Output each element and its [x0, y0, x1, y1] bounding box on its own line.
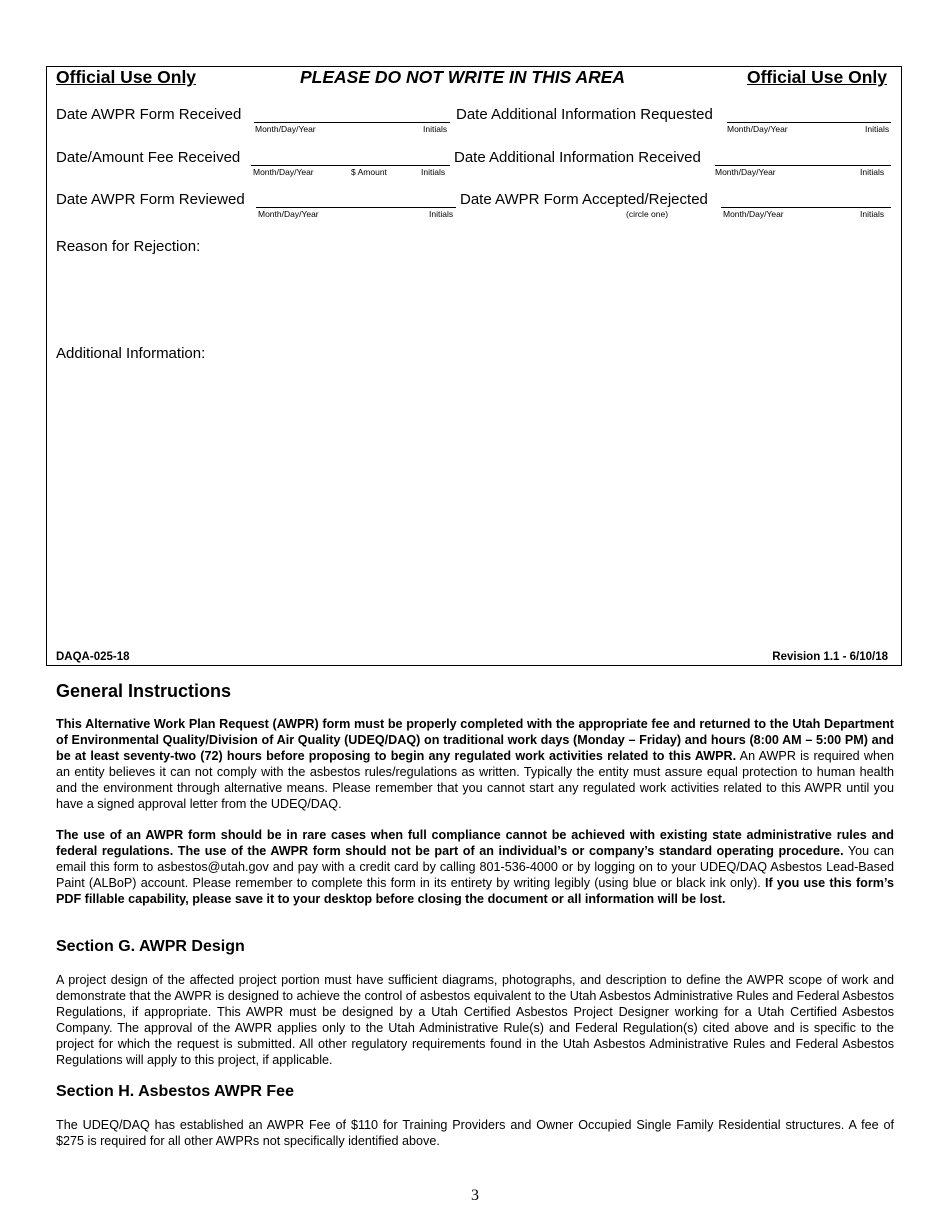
- form-reviewed-label: Date AWPR Form Reviewed: [56, 191, 245, 208]
- fee-received-label: Date/Amount Fee Received: [56, 149, 241, 166]
- fee-received-date-hint: Month/Day/Year: [253, 167, 314, 177]
- official-use-left-heading: Official Use Only: [56, 67, 197, 87]
- date-info-received-date-hint: Month/Day/Year: [715, 167, 776, 177]
- instructions-p1-rest: An AWPR is required when an entity believes it can not comply with the asbestos rules/regulations as written. Typically the entity must assure equal protection to human health and the environment through alternative means. Please remember that you cannot start any regulated work activities related to this AWPR until you have a signed approval letter from the UDEQ/DAQ.: [56, 749, 894, 811]
- instructions-p2-bold-end: If you use this form’s PDF fillable capability, please save it to your desktop before closing the document or all information will be lost.: [56, 876, 894, 906]
- instructions-paragraph-1: [56, 716, 894, 812]
- do-not-write-heading: PLEASE DO NOT WRITE IN THIS AREA: [300, 67, 626, 87]
- accepted-rejected-field[interactable]: [721, 207, 891, 208]
- section-h-text: The UDEQ/DAQ has established an AWPR Fee of $110 for Training Providers and Owner Occupied Single Family Residential structures. A fee of $275 is required for all other AWPRs not specifically identified above.: [56, 1118, 894, 1148]
- section-g-title: Section G. AWPR Design: [56, 938, 245, 955]
- date-info-requested-field[interactable]: [727, 122, 891, 123]
- date-form-received-field[interactable]: [254, 122, 450, 123]
- date-info-received-field[interactable]: [715, 165, 891, 166]
- date-form-received-date-hint: Month/Day/Year: [255, 124, 316, 134]
- date-form-received-label: Date AWPR Form Received: [56, 106, 242, 123]
- date-info-requested-label: Date Additional Information Requested: [456, 106, 713, 123]
- fee-received-amount-hint: $ Amount: [351, 167, 387, 177]
- section-g-heading-wrap: [56, 938, 894, 956]
- date-info-received-initials-hint: Initials: [860, 167, 885, 177]
- date-info-requested-initials-hint: Initials: [865, 124, 890, 134]
- form-reviewed-date-hint: Month/Day/Year: [258, 209, 319, 219]
- fee-received-initials-hint: Initials: [421, 167, 446, 177]
- accepted-rejected-circle-hint: (circle one): [626, 209, 669, 219]
- section-h-heading-wrap: [56, 1083, 894, 1101]
- date-info-received-label: Date Additional Information Received: [454, 149, 701, 166]
- date-form-received-initials-hint: Initials: [423, 124, 448, 134]
- reason-for-rejection-label: Reason for Rejection:: [56, 238, 201, 255]
- accepted-rejected-label: Date AWPR Form Accepted/Rejected: [460, 191, 708, 208]
- section-h-title: Section H. Asbestos AWPR Fee: [56, 1083, 294, 1100]
- section-g-body: [56, 972, 894, 1068]
- instructions-paragraph-2: [56, 827, 894, 907]
- section-g-text: A project design of the affected project portion must have sufficient diagrams, photographs, and description to define the AWPR scope of work and demonstrate that the AWPR is designed to achieve the control of asbestos equivalent to the Utah Asbestos Administrative Rules and Federal Asbestos Regulations, if appropriate. This AWPR must be designed by a Utah Certified Asbestos Project Designer working for a Utah Certified Asbestos Company. The approval of the AWPR applies only to the Utah Administrative Rule(s) and Federal Regulation(s) cited above and is specific to the project for which the request is submitted. All other regulatory requirements found in the Utah Asbestos Administrative Rules and Federal Asbestos Regulations will apply to this project, if applicable.: [56, 973, 894, 1067]
- additional-information-label: Additional Information:: [56, 345, 206, 362]
- instructions-p2-mid: You can email this form to asbestos@utah.gov and pay with a credit card by calling 801-536-4000 or by logging on to your UDEQ/DAQ Asbestos Lead-Based Paint (ALBoP) account. Please remember to complete this form in its entirety by writing legibly (using blue or black ink only).: [56, 844, 894, 890]
- instructions-p2-bold: The use of an AWPR form should be in rare cases when full compliance cannot be achieved with existing state administrative rules and federal regulations. The use of the AWPR form should not be part of an individual’s or company’s standard operating procedure.: [56, 828, 894, 858]
- official-use-right-heading: Official Use Only: [746, 67, 887, 87]
- general-instructions-heading-wrap: [56, 681, 894, 702]
- accepted-rejected-initials-hint: Initials: [860, 209, 885, 219]
- additional-information-area[interactable]: [56, 367, 892, 647]
- accepted-rejected-date-hint: Month/Day/Year: [723, 209, 784, 219]
- fee-received-field[interactable]: [251, 165, 450, 166]
- reason-for-rejection-area[interactable]: [56, 259, 892, 339]
- form-reviewed-initials-hint: Initials: [429, 209, 454, 219]
- page-number: 3: [471, 1187, 479, 1204]
- revision-label: Revision 1.1 - 6/10/18: [772, 651, 888, 663]
- general-instructions-title: General Instructions: [56, 681, 232, 701]
- form-id: DAQA-025-18: [56, 651, 130, 663]
- official-use-box: [46, 66, 902, 666]
- instructions-p1-bold: This Alternative Work Plan Request (AWPR) form must be properly completed with the appropriate fee and returned to the Utah Department of Environmental Quality/Division of Air Quality (UDEQ/DAQ) on traditional work days (Monday – Friday) and hours (8:00 AM – 5:00 PM) and be at least seventy-two (72) hours before proposing to begin any regulated work activities related to this AWPR.: [56, 717, 894, 763]
- section-h-body: [56, 1117, 894, 1149]
- form-reviewed-field[interactable]: [256, 207, 456, 208]
- date-info-requested-date-hint: Month/Day/Year: [727, 124, 788, 134]
